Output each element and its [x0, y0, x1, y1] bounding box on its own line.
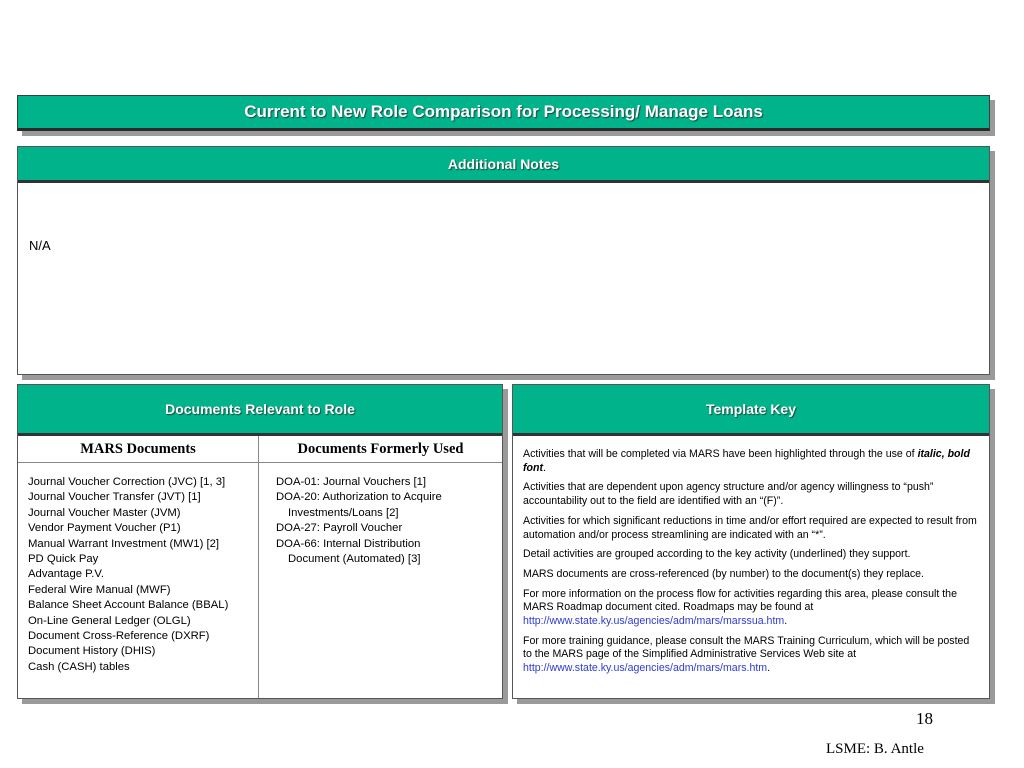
mars-documents-list [18, 463, 258, 675]
additional-notes-title: Additional Notes [447, 155, 560, 172]
additional-notes-panel [17, 146, 990, 375]
key-text: For more information on the process flow for activities regarding this area, please consult the MARS Roadmap document cited. Roadmaps may be found at [523, 587, 957, 614]
former-documents-column [259, 436, 502, 698]
key-paragraph [523, 448, 977, 475]
additional-notes-body: N/A [29, 238, 51, 253]
list-item: Investments/Loans [2] [288, 506, 399, 519]
former-documents-list [259, 463, 502, 567]
key-paragraph: Activities that are dependent upon agency structure and/or agency willingness to “push” accountability out to the field are identified with an “(F)”. [523, 481, 934, 508]
former-documents-heading: Documents Formerly Used [259, 436, 502, 463]
key-paragraph: Activities for which significant reductions in time and/or effort required are expected to result from automation and/or process streamlining are indicated with an “*”. [523, 514, 977, 541]
training-link[interactable]: http://www.state.ky.us/agencies/adm/mars/mars.htm [523, 662, 768, 675]
list-item: DOA-20: Authorization to Acquire [276, 491, 442, 504]
template-key-header [513, 385, 989, 436]
documents-title: Documents Relevant to Role [165, 401, 355, 417]
list-item: DOA-27: Payroll Voucher [276, 522, 403, 535]
template-key-body [513, 436, 989, 676]
key-text: . [543, 461, 546, 474]
list-item: Manual Warrant Investment (MW1) [2] [28, 537, 220, 550]
key-text: . [784, 615, 788, 628]
list-item: DOA-66: Internal Distribution [276, 537, 421, 550]
key-paragraph [523, 588, 977, 629]
template-key-panel [512, 384, 990, 699]
list-item: On-Line General Ledger (OLGL) [28, 614, 191, 627]
mars-documents-heading: MARS Documents [18, 436, 258, 463]
key-text: For more training guidance, please consult the MARS Training Curriculum, which will be posted to the MARS page of the Simplified Administrative Services Web site at [523, 634, 970, 661]
additional-notes-header [18, 147, 989, 183]
documents-header [18, 385, 502, 436]
list-item: Document Cross-Reference (DXRF) [28, 630, 210, 643]
list-item: Document History (DHIS) [28, 645, 156, 658]
roadmap-link[interactable]: http://www.state.ky.us/agencies/adm/mars/marssua.htm [523, 615, 785, 628]
list-item: Federal Wire Manual (MWF) [28, 583, 171, 596]
key-text: Activities that will be completed via MARS have been highlighted through the use of [523, 448, 915, 460]
key-paragraph: Detail activities are grouped according to the key activity (underlined) they support. [523, 548, 911, 561]
key-text: . [767, 662, 771, 675]
list-item: Advantage P.V. [28, 568, 105, 581]
list-item: Vendor Payment Voucher (P1) [28, 522, 181, 535]
documents-table [18, 436, 502, 698]
list-item: DOA-01: Journal Vouchers [1] [276, 476, 427, 488]
mars-documents-column [18, 436, 259, 698]
footer-author: LSME: B. Antle [826, 741, 924, 757]
key-paragraph [523, 635, 977, 676]
page-title: Current to New Role Comparison for Processing/ Manage Loans [244, 102, 763, 121]
list-item: Cash (CASH) tables [28, 660, 130, 673]
documents-panel [17, 384, 503, 699]
page-number: 18 [916, 709, 933, 728]
page-title-banner [17, 95, 990, 131]
list-item: Document (Automated) [3] [288, 553, 421, 566]
list-item: Journal Voucher Master (JVM) [28, 506, 181, 519]
template-key-title: Template Key [706, 401, 796, 417]
key-paragraph: MARS documents are cross-referenced (by number) to the document(s) they replace. [523, 567, 924, 580]
list-item: Journal Voucher Transfer (JVT) [1] [28, 491, 201, 504]
list-item: Journal Voucher Correction (JVC) [1, 3] [28, 476, 226, 488]
list-item: Balance Sheet Account Balance (BBAL) [28, 599, 229, 612]
list-item: PD Quick Pay [28, 553, 99, 566]
key-emphasis: italic, bold font [523, 448, 970, 474]
